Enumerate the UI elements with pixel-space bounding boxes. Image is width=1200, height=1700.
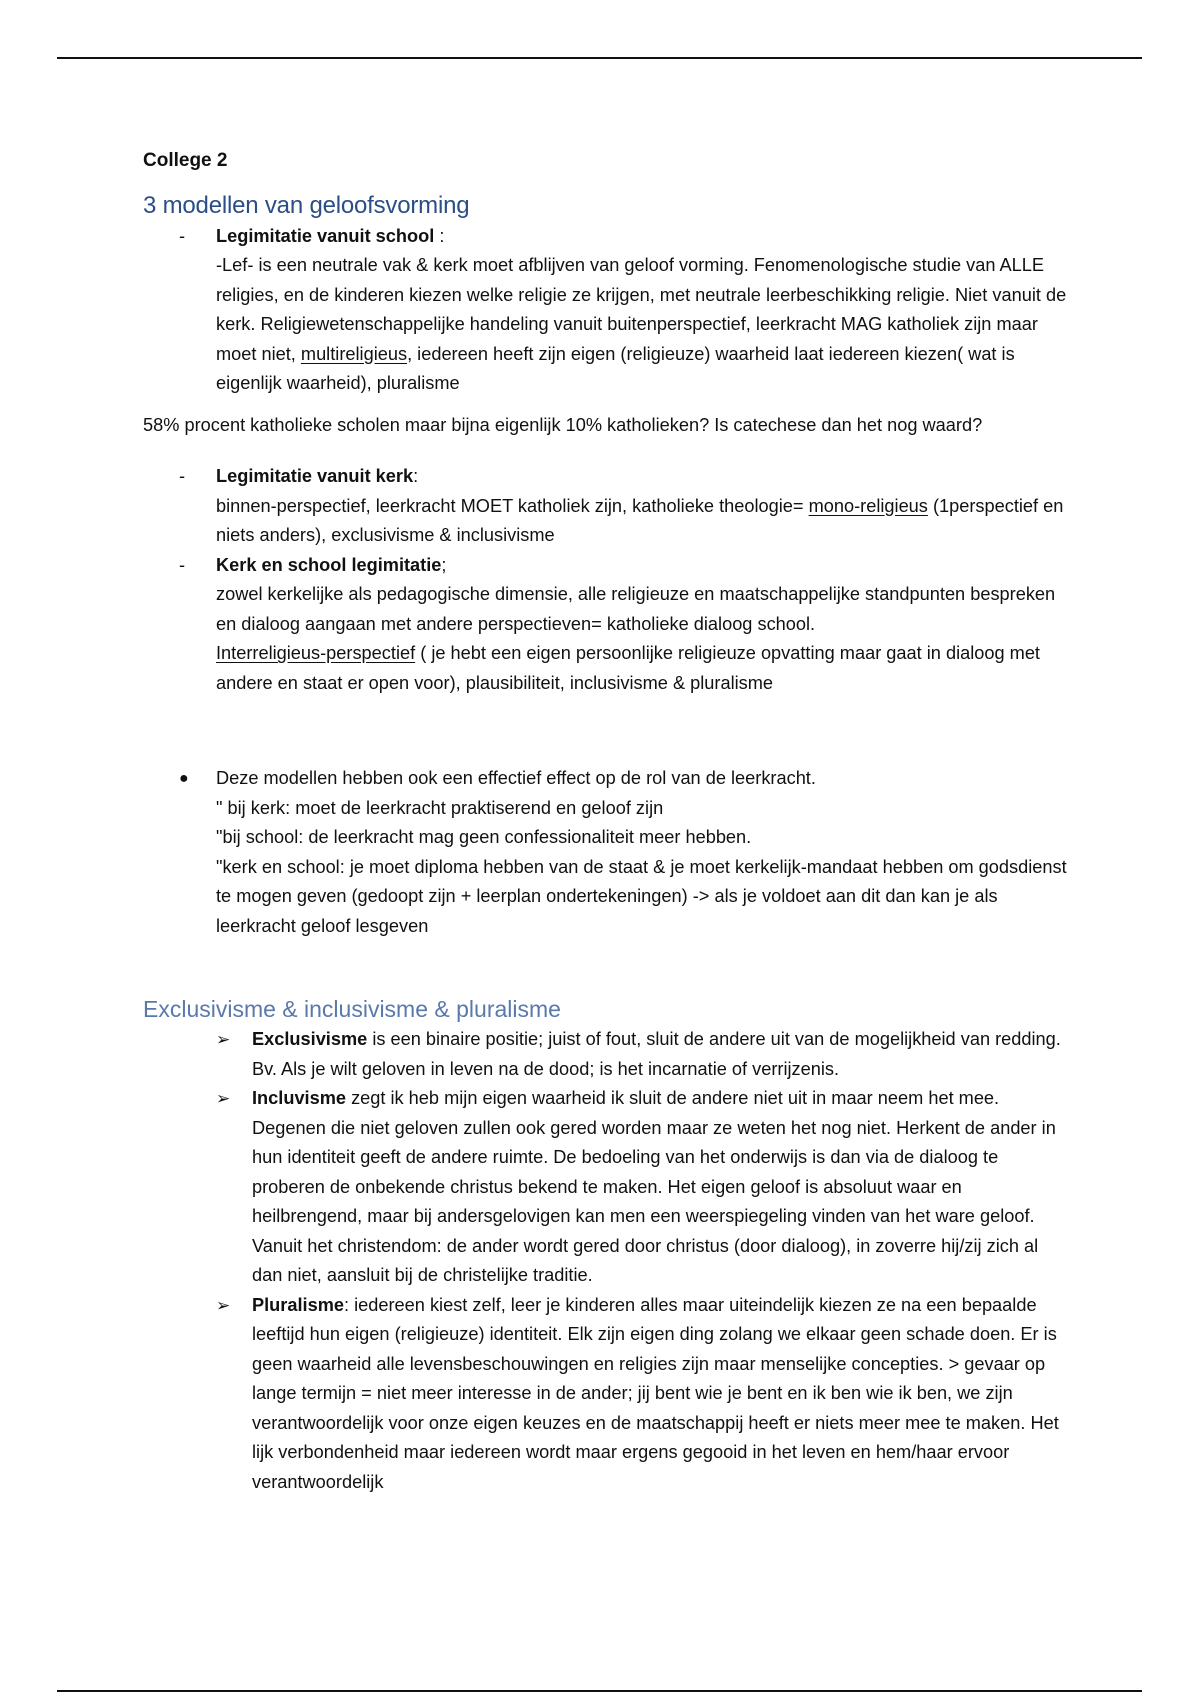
dash-marker: - xyxy=(179,554,186,575)
item-body xyxy=(252,1084,1073,1291)
item-title: Kerk en school legimitatie xyxy=(216,554,442,575)
roles-intro: Deze modellen hebben ook een effectief effect op de rol van de leerkracht. xyxy=(216,768,816,788)
item-body: zowel kerkelijke als pedagogische dimensie, alle religieuze en maatschappelijke standpunten bespreken en dialoog aangaan met andere perspectieven= katholieke dialoog school. xyxy=(216,584,1056,634)
item-term: Pluralisme xyxy=(252,1294,344,1315)
role-school: "bij school: de leerkracht mag geen confessionaliteit meer hebben. xyxy=(216,827,752,847)
arrow-marker: ➢ xyxy=(216,1030,231,1049)
item-title: Legimitatie vanuit kerk xyxy=(216,466,414,486)
list-item-kerk-school xyxy=(143,551,1073,699)
body-text: binnen-perspectief, leerkracht MOET katholiek zijn, katholieke theologie= xyxy=(216,495,809,516)
list-item-school xyxy=(143,222,1073,399)
item-body xyxy=(216,492,1073,551)
body-text: zegt ik heb mijn eigen waarheid ik sluit de andere niet uit in maar neem het mee. Degenen die niet geloven zullen ook gered worden maar ze weten het nog niet. Herkent de ander in hun identiteit geeft de andere ruimte. De bedoeling van het onderwijs is dan via de dialoog te proberen de onbekende christus bekend te maken. Het eigen geloof is absoluut waar en heilbrengend, maar bij andersgelovigen kan men een weerspiegeling vinden van het ware geloof. Vanuit het christendom: de ander wordt gered door christus (door dialoog), in zoverre hij/zij zich al dan niet, aansluit bij de christelijke traditie. xyxy=(252,1088,1056,1285)
body-text: (1perspectief en niets anders), exclusivisme & inclusivisme xyxy=(216,495,1064,545)
item-body xyxy=(252,1025,1073,1084)
role-kerk: " bij kerk: moet de leerkracht praktiserend en geloof zijn xyxy=(216,797,664,818)
body-text: , iedereen heeft zijn eigen (religieuze) waarheid laat iedereen kiezen( wat is eigenlijk waarheid), pluralisme xyxy=(216,343,1015,393)
arrow-marker: ➢ xyxy=(216,1089,231,1108)
arrow-marker: ➢ xyxy=(216,1295,231,1315)
item-body-continued xyxy=(216,639,1073,698)
section-heading-exclusivisme: Exclusivisme & inclusivisme & pluralisme xyxy=(143,996,561,1022)
dash-marker: - xyxy=(179,466,186,486)
body-text: -Lef- is een neutrale vak & kerk moet afblijven van geloof vorming. Fenomenologische studie van ALLE religies, en de kinderen kiezen welke religie ze krijgen, met neutrale leerbeschikking religie. Niet vanuit de kerk. Religiewetenschappelijke handeling vanuit buitenperspectief, leerkracht MAG katholiek zijn maar moet niet, xyxy=(216,255,1067,364)
body-text: is een binaire positie; juist of fout, sluit de andere uit van de mogelijkheid van redding. Bv. Als je wilt geloven in leven na de dood; is het incarnatie of verrijzenis. xyxy=(252,1029,1061,1079)
section-heading-modellen: 3 modellen van geloofsvorming xyxy=(143,191,470,219)
item-body xyxy=(252,1291,1073,1498)
item-body xyxy=(216,251,1073,399)
body-text: : iedereen kiest zelf, leer je kinderen alles maar uiteindelijk kiezen ze na een bepaalde leeftijd hun eigen (religieuze) identiteit. Elk zijn eigen ding zolang we elkaar geen schade doen. Er is geen waarheid alle levensbeschouwingen en religies zijn maar menselijke concepties. > gevaar op lange termijn = niet meer interesse in de ander; jij bent wie je bent en ik ben wie ik ben, we zijn verantwoordelijk voor onze eigen keuzes en de maatschappij heeft er niets meer mee te maken. Het lijk verbondenheid maar iedereen wordt maar ergens gegooid in het leven en hem/haar ervoor verantwoordelijk xyxy=(252,1294,1059,1492)
item-title-suffix: : xyxy=(413,466,419,486)
statistic-paragraph: 58% procent katholieke scholen maar bijna eigenlijk 10% katholieken? Is catechese dan het nog waard? xyxy=(143,414,983,435)
footer-rule xyxy=(57,1690,1142,1692)
item-title-suffix: ; xyxy=(441,554,447,575)
list-item-exclusivisme xyxy=(143,1025,1073,1084)
role-kerk-school: "kerk en school: je moet diploma hebben van de staat & je moet kerkelijk-mandaat hebben om godsdienst te mogen geven (gedoopt zijn + leerplan ondertekeningen) -> als je voldoet aan dit dan kan je als leerkracht geloof lesgeven xyxy=(216,856,1067,936)
item-title-row xyxy=(216,551,1073,581)
list-item-incluvisme xyxy=(143,1084,1073,1291)
list-item-kerk xyxy=(143,462,1073,551)
dash-marker: - xyxy=(179,225,186,246)
item-title: Legimitatie vanuit school xyxy=(216,225,435,246)
underlined-term: Interreligieus-perspectief xyxy=(216,643,416,663)
underlined-term: mono-religieus xyxy=(808,495,928,516)
list-item-pluralisme xyxy=(143,1291,1073,1498)
header-rule xyxy=(57,57,1142,59)
item-term: Incluvisme xyxy=(252,1088,347,1108)
item-term: Exclusivisme xyxy=(252,1029,368,1049)
list-item-roles xyxy=(143,764,1073,941)
body-text: ( je hebt een eigen persoonlijke religieuze opvatting maar gaat in dialoog met andere en staat er open voor), plausibiliteit, inclusivisme & pluralisme xyxy=(216,643,1040,693)
document-body xyxy=(143,138,1073,1497)
item-title-row xyxy=(216,462,1073,492)
underlined-term: multireligieus xyxy=(300,343,408,364)
college-title: College 2 xyxy=(143,150,228,171)
bullet-marker: ● xyxy=(179,770,189,787)
item-title-row xyxy=(216,222,1073,252)
item-title-suffix: : xyxy=(434,225,445,246)
